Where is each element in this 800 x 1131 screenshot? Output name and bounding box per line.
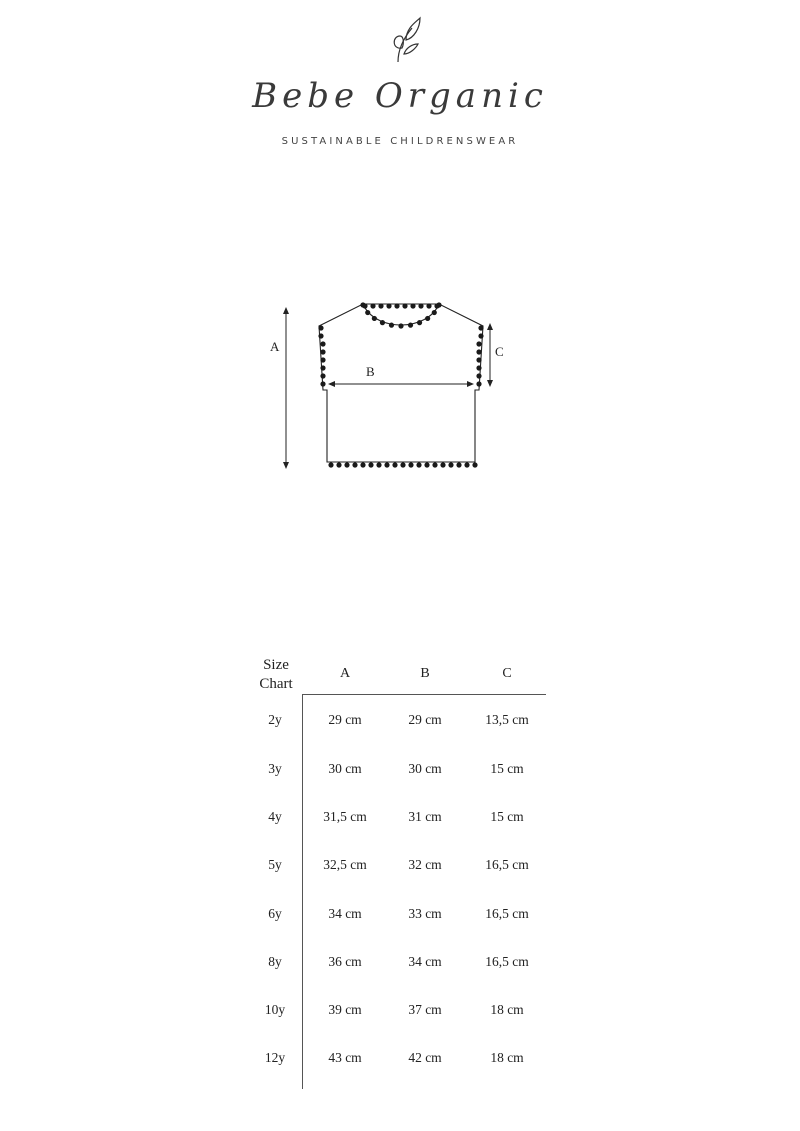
measure-b-cell: 30 cm xyxy=(408,761,442,776)
table-row xyxy=(0,857,800,877)
table-row xyxy=(0,906,800,926)
measure-c-cell: 16,5 cm xyxy=(485,906,529,921)
measure-a-cell: 30 cm xyxy=(328,761,362,776)
size-cell: 12y xyxy=(264,1050,286,1065)
measure-c-cell: 15 cm xyxy=(490,809,524,824)
measure-b-cell: 34 cm xyxy=(408,954,442,969)
table-row xyxy=(0,712,800,732)
measure-c-cell: 18 cm xyxy=(490,1050,524,1065)
brand-name: Bebe Organic xyxy=(252,76,548,116)
column-header-b: B xyxy=(420,666,430,681)
table-row xyxy=(0,1002,800,1022)
size-cell: 8y xyxy=(268,954,282,969)
measure-a-cell: 32,5 cm xyxy=(323,857,367,872)
measure-a-cell: 29 cm xyxy=(328,712,362,727)
measure-b-cell: 42 cm xyxy=(408,1050,442,1065)
size-cell: 4y xyxy=(268,809,282,824)
measure-a-cell: 34 cm xyxy=(328,906,362,921)
measure-b-cell: 31 cm xyxy=(408,809,442,824)
measure-a-cell: 31,5 cm xyxy=(323,809,367,824)
brand-tagline: SUSTAINABLE CHILDRENSWEAR xyxy=(281,136,519,147)
measure-c-cell: 16,5 cm xyxy=(485,857,529,872)
size-cell: 5y xyxy=(268,857,282,872)
table-row xyxy=(0,954,800,974)
size-cell: 10y xyxy=(264,1002,286,1017)
table-row xyxy=(0,1050,800,1070)
measure-c-cell: 18 cm xyxy=(490,1002,524,1017)
table-row xyxy=(0,761,800,781)
size-cell: 2y xyxy=(268,712,282,727)
size-cell: 3y xyxy=(268,761,282,776)
measure-b-cell: 33 cm xyxy=(408,906,442,921)
corner-label-line1: Size xyxy=(263,657,289,673)
column-header-a: A xyxy=(339,666,351,681)
measure-c-cell: 15 cm xyxy=(490,761,524,776)
table-row xyxy=(0,809,800,829)
label-b: B xyxy=(366,364,375,379)
measure-b-cell: 37 cm xyxy=(408,1002,442,1017)
size-cell: 6y xyxy=(268,906,282,921)
size-chart-corner-label xyxy=(246,656,306,694)
measure-b-cell: 29 cm xyxy=(408,712,442,727)
label-c: C xyxy=(495,344,504,359)
label-a: A xyxy=(270,339,280,354)
measure-a-cell: 39 cm xyxy=(328,1002,362,1017)
column-header-c: C xyxy=(502,666,512,681)
measure-b-cell: 32 cm xyxy=(408,857,442,872)
header-divider xyxy=(303,694,546,695)
measure-c-cell: 13,5 cm xyxy=(485,712,529,727)
measure-a-cell: 36 cm xyxy=(328,954,362,969)
measure-a-cell: 43 cm xyxy=(328,1050,362,1065)
measure-c-cell: 16,5 cm xyxy=(485,954,529,969)
size-column-divider xyxy=(302,694,303,1089)
corner-label-line2: Chart xyxy=(259,676,293,692)
